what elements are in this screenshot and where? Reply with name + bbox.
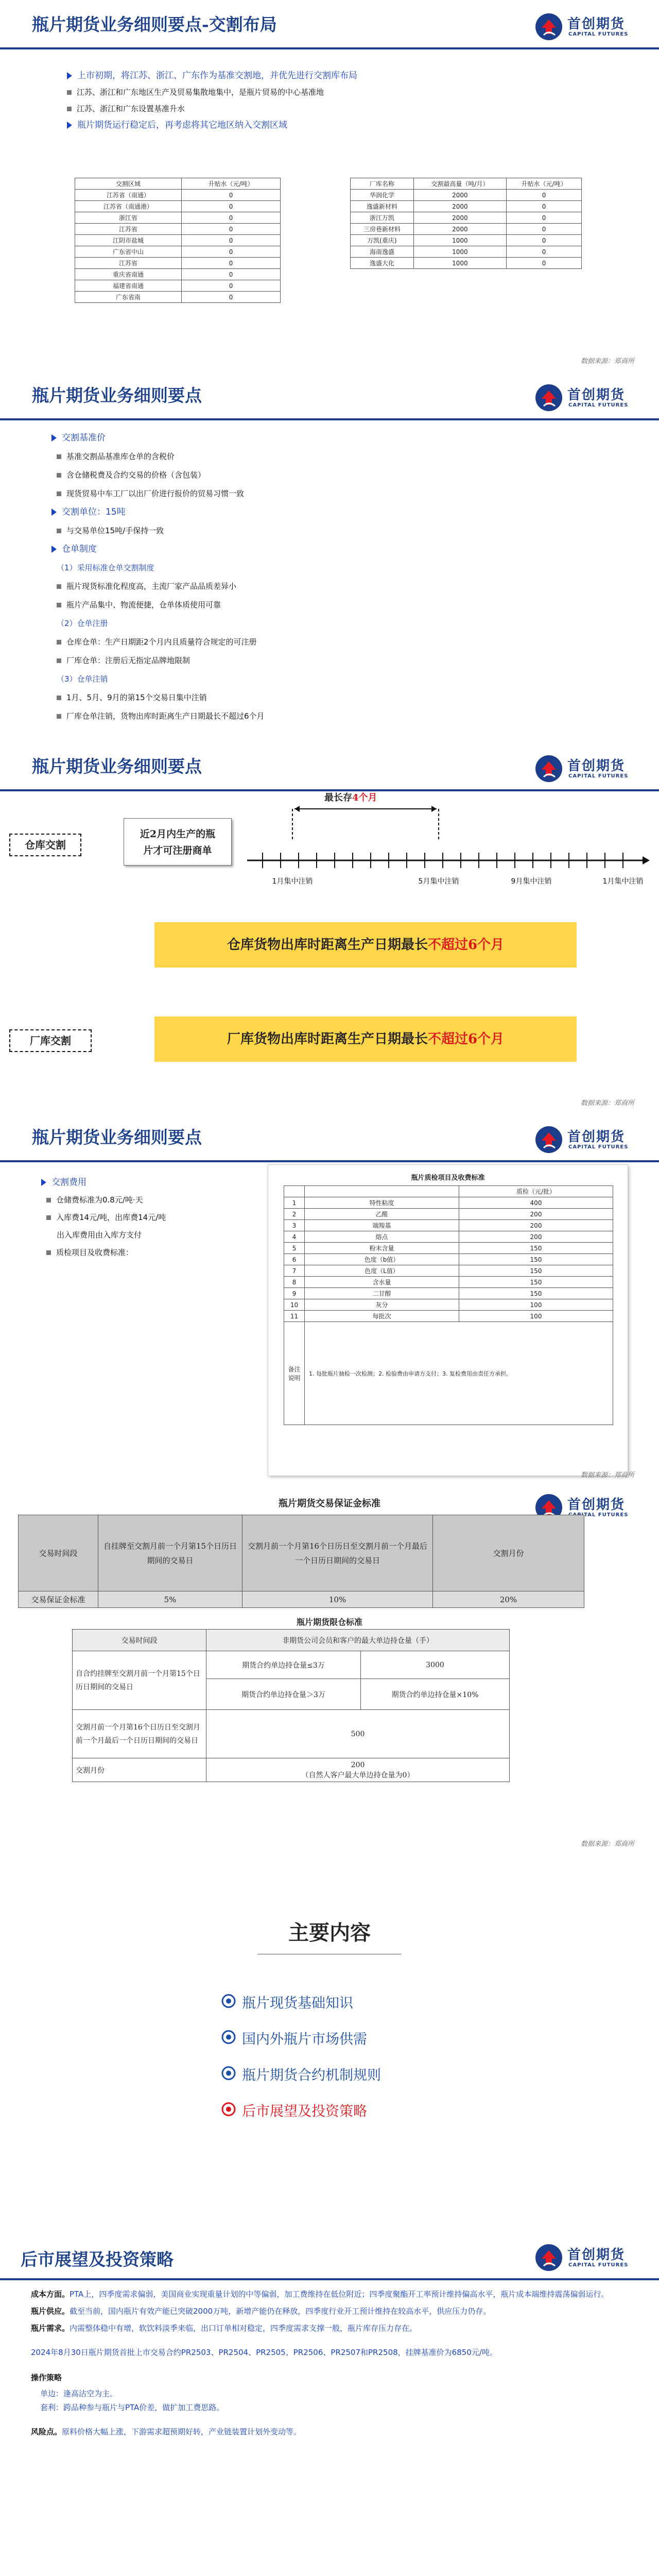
source-note: 数据来源：郑商所 (580, 358, 634, 365)
brand-name-en: CAPITAL FUTURES (568, 1512, 629, 1518)
table-row (351, 258, 582, 269)
table-cell: 浙江万凯 (351, 212, 414, 224)
warehouse-premium-table: 交割区域 升贴水（元/吨） 江苏省（南通） 0 江苏省（南通港） 0 浙江省 0 江苏省 0 江阴市盐城 0 广东省中山 0 江苏省 0 重庆省南通 0 福建省南通 0 广东省南 0 (75, 178, 281, 303)
table-cell: 4 (284, 1231, 305, 1243)
list-item: 仓库仓单：生产日期距2个月内且质量符合规定的可注册 (57, 634, 257, 650)
triangle-bullet-icon (51, 434, 57, 442)
table-cell: 0 (182, 201, 281, 212)
source-note: 数据来源：郑商所 (580, 1471, 634, 1479)
list-item: 质检项目及收费标准： (46, 1245, 133, 1260)
table-cell: 广东省南 (75, 292, 182, 303)
table-cell: 150 (459, 1243, 613, 1254)
tick-label: 9月集中注销 (511, 877, 552, 886)
table-cell: 200 (459, 1220, 613, 1231)
source-note: 数据来源：郑商所 (580, 1840, 634, 1848)
table-cell: 逸盛新材料 (351, 201, 414, 212)
list-item: 交割费用 (41, 1175, 86, 1190)
list-item: 基准交割品基准库仓单的含税价 (57, 449, 175, 464)
table-cell: 万凯(重庆) (351, 235, 414, 246)
table-cell: 3 (284, 1220, 305, 1231)
brand-name: 首创期货 (567, 1129, 626, 1145)
triangle-bullet-icon (67, 122, 72, 129)
triangle-bullet-icon (51, 509, 57, 516)
list-item: 仓储费标准为0.8元/吨·天 (46, 1192, 143, 1208)
registration-note: 近2月内生产的瓶片才可注册商单 (124, 818, 232, 866)
table-cell: 0 (507, 246, 582, 258)
brand-logo (534, 1121, 632, 1157)
brand-logo-icon (534, 1125, 563, 1154)
slide-agenda (0, 1855, 659, 2226)
table-cell: 二甘醇 (305, 1288, 459, 1299)
table-cell: 含水量 (305, 1277, 459, 1288)
table-cell: 0 (182, 269, 281, 280)
square-bullet-icon (57, 603, 61, 607)
table-cell: 5 (284, 1243, 305, 1254)
table-cell: 灰分 (305, 1299, 459, 1311)
fee-document (268, 1164, 628, 1476)
slide-margin-position-limits (0, 1484, 659, 1855)
tick-label: 1月集中注销 (272, 877, 313, 886)
table-row (75, 201, 281, 212)
table-row (284, 1277, 613, 1288)
square-bullet-icon (67, 90, 72, 95)
list-item: （2）仓单注册 (57, 619, 108, 628)
table-cell: 特性粘度 (305, 1197, 459, 1209)
page-title: 瓶片期货业务细则要点-交割布局 (32, 14, 277, 35)
square-bullet-icon (57, 584, 61, 589)
tick-label: 1月集中注销 (602, 877, 644, 886)
list-item: 交割基准价 (51, 430, 106, 446)
fee-table-title: 瓶片质检项目及收费标准 (411, 1174, 485, 1182)
brand-logo-icon (534, 12, 563, 41)
table-cell: 0 (182, 224, 281, 235)
table-cell: 三房巷新材料 (351, 224, 414, 235)
table-cell: 1 (284, 1197, 305, 1209)
table-cell: 0 (182, 292, 281, 303)
page-title: 瓶片期货业务细则要点 (32, 385, 202, 405)
table-row (75, 235, 281, 246)
table-cell: 重庆省南通 (75, 269, 182, 280)
square-bullet-icon (57, 640, 61, 645)
table-cell: 0 (182, 258, 281, 269)
table-row (351, 246, 582, 258)
table-cell: 0 (507, 258, 582, 269)
table-cell: 0 (182, 212, 281, 224)
factory-delivery-label: 厂库交割 (9, 1029, 92, 1052)
square-bullet-icon (67, 107, 72, 111)
brand-logo (534, 8, 632, 44)
table-row (75, 292, 281, 303)
agenda-bullet-icon (220, 1993, 237, 2009)
list-item: 入库费14元/吨，出库费14元/吨 (46, 1210, 166, 1225)
agenda-item-supply-demand[interactable]: 国内外瓶片市场供需 (242, 2031, 367, 2047)
bullet: 江苏、浙江和广东地区生产及贸易集散地集中，是瓶片贸易的中心基准地 (67, 84, 324, 100)
page-title: 瓶片期货业务细则要点 (32, 1127, 202, 1147)
table-cell: 10 (284, 1299, 305, 1311)
table-cell: 200 (459, 1231, 613, 1243)
agenda-item-contract-rules[interactable]: 瓶片期货合约机制规则 (242, 2067, 381, 2083)
brand-name: 首创期货 (567, 16, 626, 32)
brand-logo-icon (534, 383, 563, 412)
list-item: 1月、5月、9月的第15个交易日集中注销 (57, 690, 207, 705)
table-row (75, 190, 281, 201)
square-bullet-icon (57, 454, 61, 459)
table-cell: 6 (284, 1254, 305, 1265)
list-item: 仓单制度 (51, 541, 97, 557)
list-item: 出入库费用由入库方支付 (57, 1230, 142, 1240)
brand-logo-icon (534, 2243, 563, 2272)
square-bullet-icon (57, 714, 61, 719)
table-cell: 2000 (413, 190, 506, 201)
agenda-bullet-icon (220, 2065, 237, 2081)
table-cell: 150 (459, 1254, 613, 1265)
table-cell: 2 (284, 1209, 305, 1220)
table-cell: 2000 (413, 224, 506, 235)
table-cell: 江阴市盐城 (75, 235, 182, 246)
brand-name: 首创期货 (567, 2247, 626, 2263)
table-cell: 0 (507, 190, 582, 201)
brand-logo (534, 379, 632, 415)
table-cell: 2000 (413, 212, 506, 224)
table-cell: 0 (182, 235, 281, 246)
table-cell: 江苏省 (75, 258, 182, 269)
table-cell: 浙江省 (75, 212, 182, 224)
table-cell: 0 (182, 280, 281, 292)
slide-outlook-strategy (0, 2226, 659, 2576)
table-cell: 0 (507, 235, 582, 246)
list-item: 与交易单位15吨/手保持一致 (57, 523, 164, 538)
table-row (284, 1197, 613, 1209)
square-bullet-icon (57, 492, 61, 496)
position-limit-table: 交易时间段 非期货公司会员和客户的最大单边持仓量（手） 自合约挂牌至交割月前一个月第15个日历日期间的交易日 期货合约单边持仓量≤3万 3000 期货合约单边持仓量＞3万 期货合约单边持仓量×10% 交割月前一个月第16个日历日至交割月前一个月最后一个日历日期间的交易日 500 交割月份 200 （自然人客户最大单边持仓量为0） (72, 1629, 510, 1782)
outlook-text: 成本方面。PTA上，四季度需求偏弱，美国商业实现重量计划的中等偏弱，加工费维持在低位附近；四季度聚酯开工率预计维持偏高水平，瓶片成本端维持震荡偏弱运行。 瓶片供应。截至当前，国内瓶片有效产能已突破2000万吨，新增产能仍在释放，四季度行业开工预计维持在较高水平，供应压力仍存。 瓶片需求。内需整体稳中有增，软饮料淡季来临，出口订单相对稳定，四季度需求支撑一般，瓶片库存压力存在。 2024年8月30日瓶片期货首批上市交易合约PR2503、PR2504、PR2505、PR2506、PR2507和PR2508，挂牌基准价为6850元/吨。 操作策略 单边：逢高沽空为主。 套利：跨品种参与瓶片与PTA价差，做扩加工费思路。 风险点。原料价格大幅上涨，下游需求超预期好转，产业链装置计划外变动等。 (31, 2290, 609, 2436)
table-row (75, 269, 281, 280)
fee-table: 质检（元/批） 1 特性粘度 400 2 乙醛 200 3 端羧基 200 4 熔点 200 5 粉末含量 150 6 色度（b值） 150 7 色度（L值） 150 8 含水量 150 9 二甘醇 150 10 灰分 100 11 每批次 100 备注说明 1. 每批瓶片抽检一次检测；2. 检验费由申请方支付；3. 复检费用由责任方承担。 (284, 1185, 613, 1425)
table-row (75, 258, 281, 269)
square-bullet-icon (57, 696, 61, 700)
brand-name-en: CAPITAL FUTURES (568, 773, 629, 779)
brand-name-en: CAPITAL FUTURES (568, 402, 629, 408)
agenda-divider (257, 1954, 402, 1955)
table-cell: 1000 (413, 246, 506, 258)
table-cell: 150 (459, 1277, 613, 1288)
margin-table: 交易时间段 自挂牌至交割月前一个月第15个日历日期间的交易日 交割月前一个月第16个日历日至交割月前一个月最后一个日历日期间的交易日 交割月份 交易保证金标准 5% 10% 20% (18, 1515, 584, 1608)
list-item: 交割单位：15吨 (51, 504, 126, 520)
title-divider (0, 2278, 659, 2280)
table-cell: 端羧基 (305, 1220, 459, 1231)
page-title: 瓶片期货业务细则要点 (32, 756, 202, 776)
brand-name: 首创期货 (567, 387, 626, 403)
brand-name-en: CAPITAL FUTURES (568, 2262, 629, 2268)
table-cell: 江苏省 (75, 224, 182, 235)
table-row (284, 1243, 613, 1254)
table-row (284, 1311, 613, 1322)
brand-logo (534, 2239, 632, 2275)
table-cell: 150 (459, 1265, 613, 1277)
list-item: 含仓储税费及合约交易的价格（含包装） (57, 467, 205, 483)
triangle-bullet-icon (41, 1179, 46, 1186)
table-row (75, 212, 281, 224)
table-cell: 华润化学 (351, 190, 414, 201)
table-cell: 150 (459, 1288, 613, 1299)
page-title: 后市展望及投资策略 (21, 2249, 174, 2269)
table-cell: 1000 (413, 258, 506, 269)
table-cell: 100 (459, 1299, 613, 1311)
table-cell: 广东省中山 (75, 246, 182, 258)
table-cell: 逸盛大化 (351, 258, 414, 269)
table-cell: 熔点 (305, 1231, 459, 1243)
brand-logo (534, 750, 632, 786)
table-row (351, 224, 582, 235)
table-row (351, 190, 582, 201)
slide-delivery-timeline (0, 742, 659, 1113)
title-divider (0, 47, 659, 49)
brand-name: 首创期货 (567, 1497, 626, 1513)
table-row (75, 280, 281, 292)
title-divider (0, 1160, 659, 1162)
list-item: 瓶片产品集中、物流便捷，仓单体质使用可靠 (57, 597, 221, 613)
square-bullet-icon (46, 1215, 51, 1220)
table-cell: 0 (182, 246, 281, 258)
table-cell: 江苏省（南通） (75, 190, 182, 201)
square-bullet-icon (46, 1250, 51, 1255)
table-cell: 200 (459, 1209, 613, 1220)
brand-name-en: CAPITAL FUTURES (568, 1144, 629, 1150)
table-row (284, 1254, 613, 1265)
brand-logo-icon (534, 754, 563, 783)
list-item: （1）采用标准仓单交割制度 (57, 563, 154, 572)
source-note: 数据来源：郑商所 (580, 1099, 634, 1107)
slide-delivery-fees (0, 1113, 659, 1484)
list-item: 厂库仓单注销，货物出库时距离生产日期最长不超过6个月 (57, 708, 265, 724)
margin-table-title: 瓶片期货交易保证金标准 (279, 1498, 380, 1509)
square-bullet-icon (57, 473, 61, 478)
table-cell: 11 (284, 1311, 305, 1322)
triangle-bullet-icon (51, 546, 57, 553)
position-limit-title: 瓶片期货限仓标准 (296, 1617, 362, 1627)
brand-name-en: CAPITAL FUTURES (568, 31, 629, 37)
table-cell: 0 (507, 224, 582, 235)
table-cell: 100 (459, 1311, 613, 1322)
table-row (351, 212, 582, 224)
factory-outbound-banner: 厂库货物出库时距离生产日期最长不超过6个月 (154, 1016, 577, 1062)
bullet: 瓶片期货运行稳定后，再考虑将其它地区纳入交割区域 (67, 117, 287, 133)
agenda-bullet-icon (220, 2101, 237, 2117)
table-row (284, 1299, 613, 1311)
list-item: 现货贸易中车工厂以出厂价进行报价的贸易习惯一致 (57, 486, 244, 501)
max-storage-label: 最长存4个月 (324, 792, 377, 803)
tick-label: 5月集中注销 (418, 877, 459, 886)
table-cell: 福建省南通 (75, 280, 182, 292)
table-row (284, 1288, 613, 1299)
agenda-bullet-icon (220, 2029, 237, 2045)
table-row (284, 1231, 613, 1243)
table-cell: 8 (284, 1277, 305, 1288)
table-row (284, 1265, 613, 1277)
agenda-title: 主要内容 (288, 1921, 371, 1945)
table-cell: 海南逸盛 (351, 246, 414, 258)
table-cell: 色度（b值） (305, 1254, 459, 1265)
bullet: 上市初期，将江苏、浙江、广东作为基准交割地，并优先进行交割库布局 (67, 68, 357, 83)
table-row (351, 201, 582, 212)
table-cell: 1000 (413, 235, 506, 246)
slide-delivery-rules (0, 371, 659, 742)
table-cell: 每批次 (305, 1311, 459, 1322)
square-bullet-icon (57, 658, 61, 663)
brand-name: 首创期货 (567, 758, 626, 774)
agenda-item-basics[interactable]: 瓶片现货基础知识 (242, 1995, 353, 2011)
warehouse-outbound-banner: 仓库货物出库时距离生产日期最长不超过6个月 (154, 922, 577, 968)
table-row (351, 235, 582, 246)
table-row (284, 1209, 613, 1220)
table-cell: 9 (284, 1288, 305, 1299)
warehouse-delivery-label: 仓库交割 (9, 834, 81, 856)
table-row (75, 224, 281, 235)
triangle-bullet-icon (67, 72, 72, 79)
slide-delivery-layout (0, 0, 659, 371)
bullet: 江苏、浙江和广东设置基准升水 (67, 101, 185, 116)
table-cell: 7 (284, 1265, 305, 1277)
square-bullet-icon (57, 529, 61, 533)
table-cell: 粉末含量 (305, 1243, 459, 1254)
table-cell: 0 (507, 212, 582, 224)
title-divider (0, 418, 659, 420)
table-cell: 江苏省（南通港） (75, 201, 182, 212)
factory-premium-table: 厂库名称 交割最高量（吨/月） 升贴水（元/吨） 华润化学 2000 0 逸盛新材料 2000 0 浙江万凯 2000 0 三房巷新材料 2000 0 万凯(重庆) 1000 0 海南逸盛 1000 0 逸盛大化 1000 0 (350, 178, 582, 269)
table-cell: 色度（L值） (305, 1265, 459, 1277)
list-item: （3）仓单注销 (57, 674, 108, 684)
table-cell: 2000 (413, 201, 506, 212)
table-cell: 400 (459, 1197, 613, 1209)
square-bullet-icon (46, 1198, 51, 1202)
table-row (75, 246, 281, 258)
list-item: 瓶片现货标准化程度高，主流厂家产品品质差异小 (57, 579, 236, 594)
table-row (284, 1220, 613, 1231)
table-cell: 0 (182, 190, 281, 201)
table-cell: 乙醛 (305, 1209, 459, 1220)
agenda-item-outlook[interactable]: 后市展望及投资策略 (242, 2104, 367, 2120)
list-item: 厂库仓单：注册后无指定品牌地限制 (57, 653, 190, 668)
table-cell: 0 (507, 201, 582, 212)
